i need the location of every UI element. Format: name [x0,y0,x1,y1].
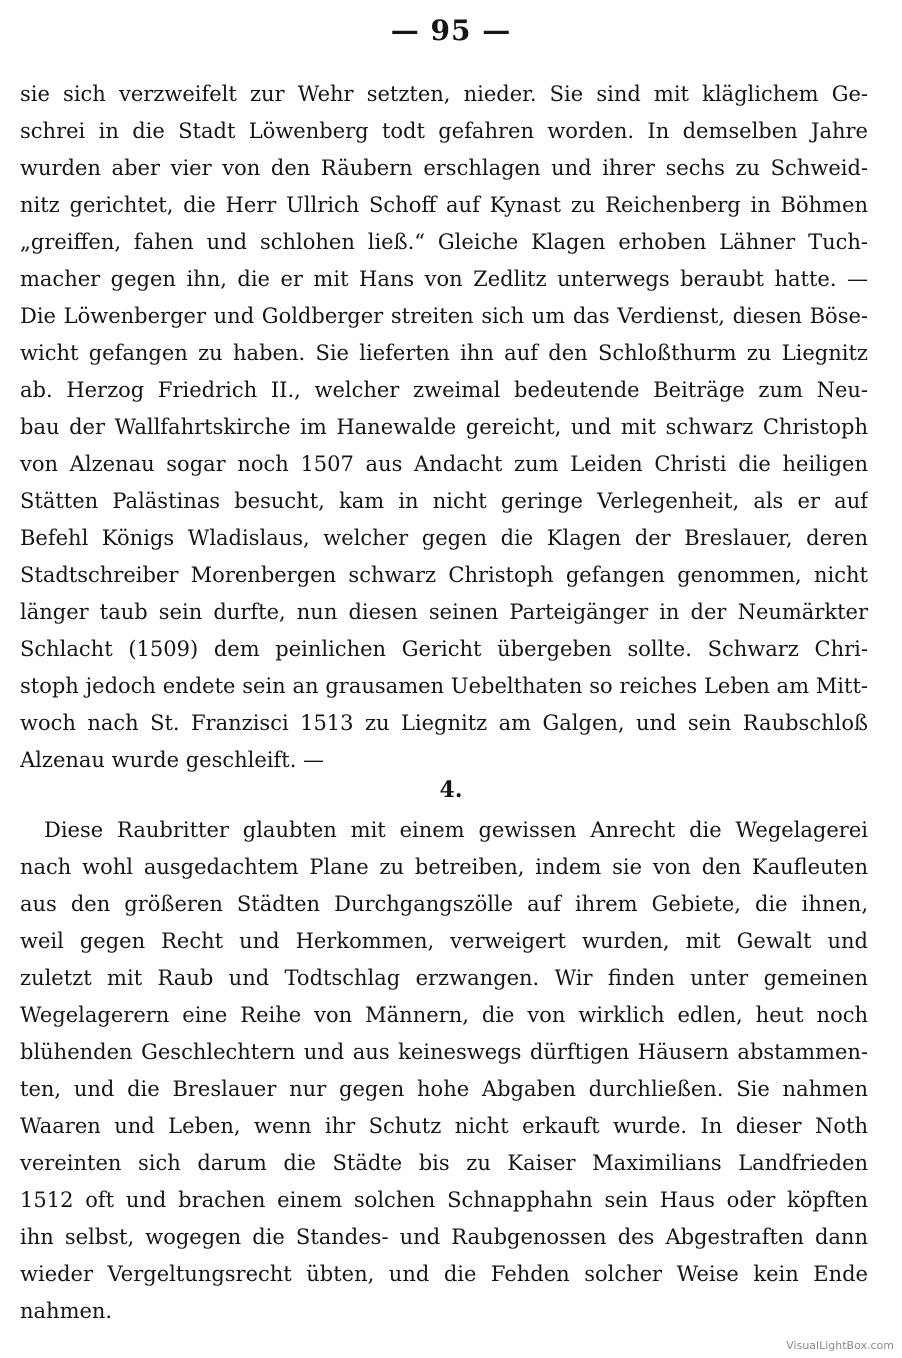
text-line: aus den größeren Städten Durchgangszölle auf ihrem Gebiete, die ihnen, [20,892,868,916]
text-line: vereinten sich darum die Städte bis zu Kaiser Maximilians Landfrieden [20,1151,868,1175]
text-line: nach wohl ausgedachtem Plane zu betreiben, indem sie von den Kaufleuten [20,855,868,879]
text-line: Stadtschreiber Morenbergen schwarz Christoph gefangen genommen, nicht [20,563,868,587]
text-line: von Alzenau sogar noch 1507 aus Andacht zum Leiden Christi die heiligen [20,452,868,476]
text-line: nitz gerichtet, die Herr Ullrich Schoff auf Kynast zu Reichenberg in Böhmen [20,193,868,217]
text-line: „greiffen, fahen und schlohen ließ.“ Gleiche Klagen erhoben Lähner Tuch- [20,230,868,254]
text-line: Stätten Palästinas besucht, kam in nicht geringe Verlegenheit, als er auf [20,489,868,513]
paragraph-2 [20,812,868,1330]
text-line: Waaren und Leben, wenn ihr Schutz nicht erkauft wurde. In dieser Noth [20,1114,868,1138]
watermark: VisualLightBox.com [786,1339,894,1352]
text-line: schrei in die Stadt Löwenberg todt gefahren worden. In demselben Jahre [20,119,868,143]
text-line: macher gegen ihn, die er mit Hans von Zedlitz unterwegs beraubt hatte. — [20,267,868,291]
text-line: Diese Raubritter glaubten mit einem gewissen Anrecht die Wegelagerei [44,818,868,842]
text-line: ten, und die Breslauer nur gegen hohe Abgaben durchließen. Sie nahmen [20,1077,868,1101]
text-line: Schlacht (1509) dem peinlichen Gericht übergeben sollte. Schwarz Chri- [20,637,868,661]
text-line: Befehl Königs Wladislaus, welcher gegen die Klagen der Breslauer, deren [20,526,868,550]
text-line: Wegelagerern eine Reihe von Männern, die von wirklich edlen, heut noch [20,1003,868,1027]
text-line: stoph jedoch endete sein an grausamen Uebelthaten so reiches Leben am Mitt- [20,674,868,698]
paragraph-1 [20,76,868,779]
text-line: wieder Vergeltungsrecht übten, und die Fehden solcher Weise kein Ende [20,1262,868,1286]
page-number: — 95 — [390,14,512,47]
text-line: Alzenau wurde geschleift. — [20,748,325,772]
text-line: 1512 oft und brachen einem solchen Schnapphahn sein Haus oder köpften [20,1188,868,1212]
text-line: länger taub sein durfte, nun diesen seinen Parteigänger in der Neumärkter [20,600,868,624]
text-line: ihn selbst, wogegen die Standes- und Raubgenossen des Abgestraften dann [20,1225,868,1249]
text-line: blühenden Geschlechtern und aus keineswegs dürftigen Häusern abstammen- [20,1040,868,1064]
text-line: Die Löwenberger und Goldberger streiten sich um das Verdienst, diesen Böse- [20,304,868,328]
text-line: nahmen. [20,1299,113,1323]
text-line: sie sich verzweifelt zur Wehr setzten, nieder. Sie sind mit kläglichem Ge- [20,82,868,106]
text-line: wicht gefangen zu haben. Sie lieferten ihn auf den Schloßthurm zu Liegnitz [20,341,868,365]
text-line: woch nach St. Franzisci 1513 zu Liegnitz am Galgen, und sein Raubschloß [20,711,868,735]
text-line: weil gegen Recht und Herkommen, verweigert wurden, mit Gewalt und [20,929,868,953]
text-line: wurden aber vier von den Räubern erschlagen und ihrer sechs zu Schweid- [20,156,868,180]
text-line: zuletzt mit Raub und Todtschlag erzwangen. Wir finden unter gemeinen [20,966,868,990]
text-line: ab. Herzog Friedrich II., welcher zweimal bedeutende Beiträge zum Neu- [20,378,868,402]
section-heading: 4. [439,777,463,803]
text-line: bau der Wallfahrtskirche im Hanewalde gereicht, und mit schwarz Christoph [20,415,868,439]
